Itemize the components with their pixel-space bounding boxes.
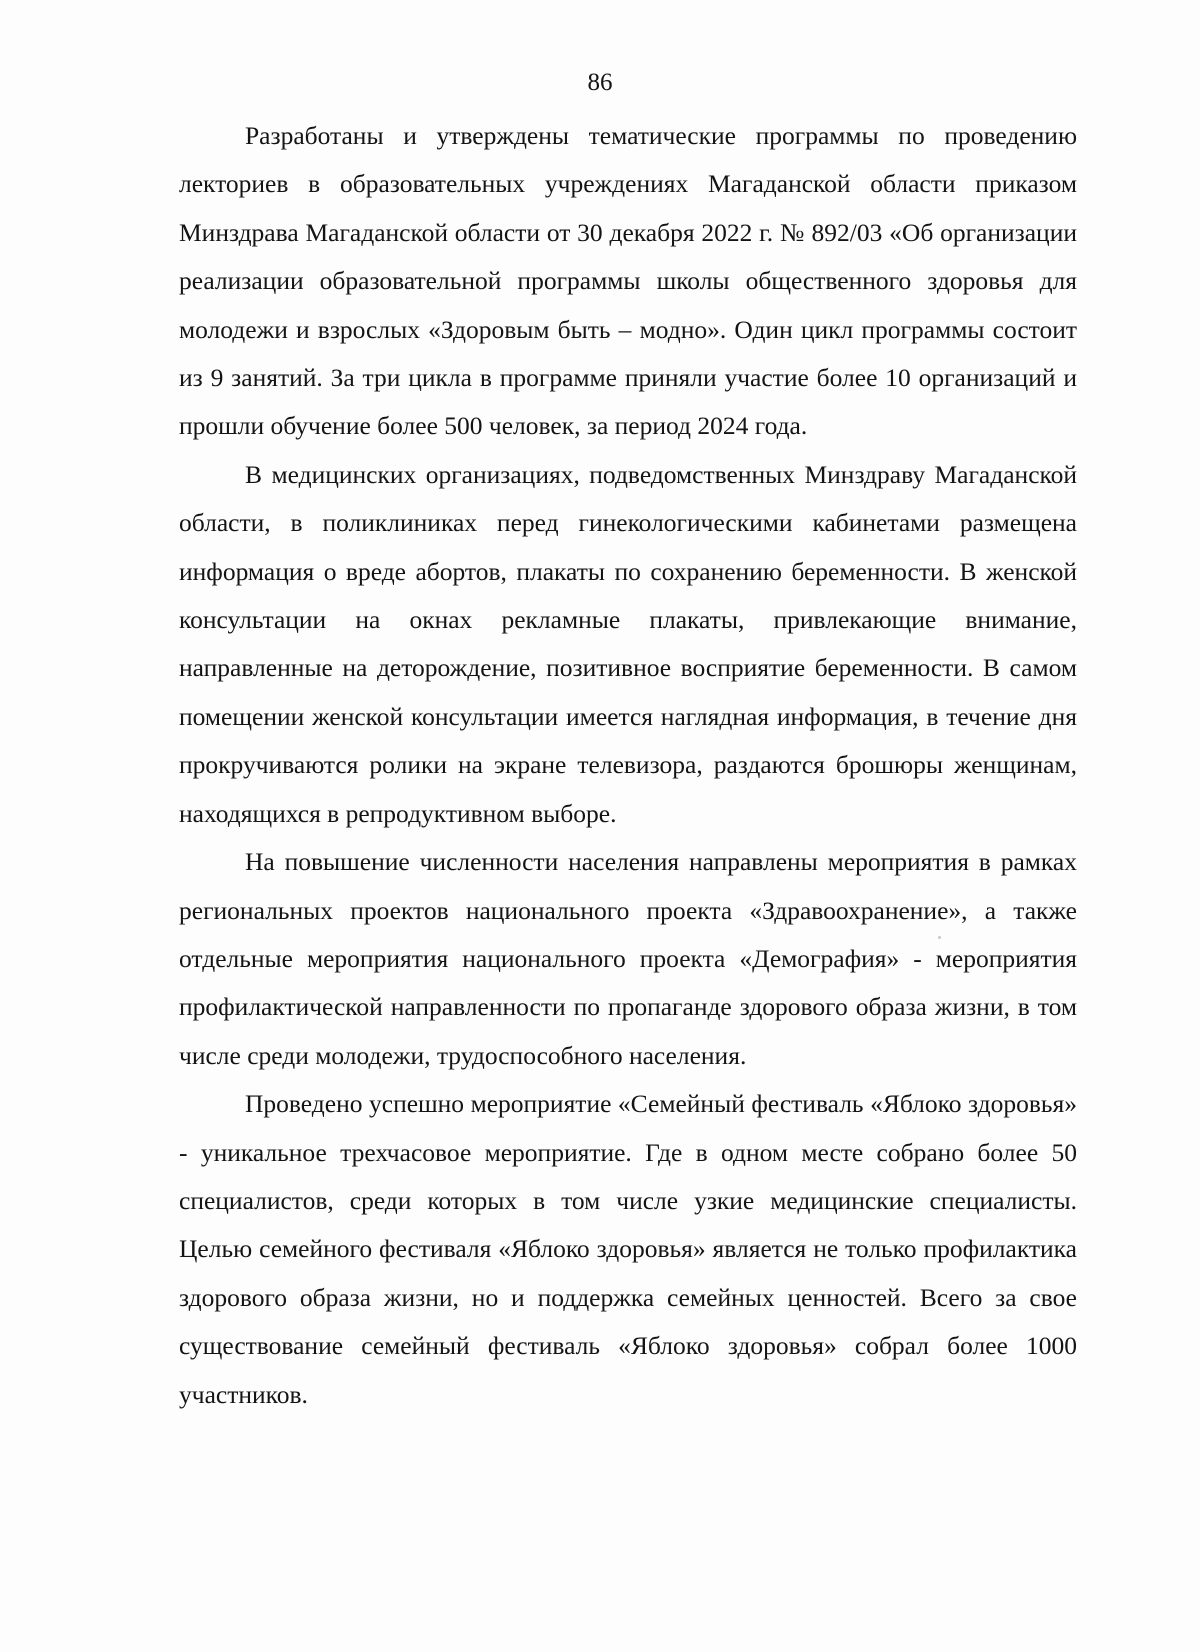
document-body [179, 112, 1077, 1419]
scan-speck [938, 936, 941, 939]
page-number: 86 [587, 69, 613, 96]
paragraph-population-growth: На повышение численности населения направлены мероприятия в рамках региональных проектов национального проекта «Здравоохранение», а также отдельные мероприятия национального проекта «Демография» - мероприятия профилактической направленности по пропаганде здорового образа жизни, в том числе среди молодежи, трудоспособного населения. [179, 847, 1077, 1070]
paragraph-family-festival: Проведено успешно мероприятие «Семейный фестиваль «Яблоко здоровья» - уникальное трехчасовое мероприятие. Где в одном месте собрано более 50 специалистов, среди которых в том числе узкие медицинские специалисты. Целью семейного фестиваля «Яблоко здоровья» является не только профилактика здорового образа жизни, но и поддержка семейных ценностей. Всего за свое существование семейный фестиваль «Яблоко здоровья» собрал более 1000 участников. [179, 1089, 1077, 1409]
paragraph-medical-organizations: В медицинских организациях, подведомственных Минздраву Магаданской области, в поликлиниках перед гинекологическими кабинетами размещена информация о вреде абортов, плакаты по сохранению беременности. В женской консультации на окнах рекламные плакаты, привлекающие внимание, направленные на деторождение, позитивное восприятие беременности. В самом помещении женской консультации имеется наглядная информация, в течение дня прокручиваются ролики на экране телевизора, раздаются брошюры женщинам, находящихся в репродуктивном выборе. [179, 459, 1077, 828]
paragraph-lectures-program: Разработаны и утверждены тематические программы по проведению лекториев в образовательных учреждениях Магаданской области приказом Минздрава Магаданской области от 30 декабря 2022 г. № 892/03 «Об организации реализации образовательной программы школы общественного здоровья для молодежи и взрослых «Здоровым быть – модно». Один цикл программы состоит из 9 занятий. За три цикла в программе приняли участие более 10 организаций и прошли обучение более 500 человек, за период 2024 года. [179, 121, 1077, 441]
